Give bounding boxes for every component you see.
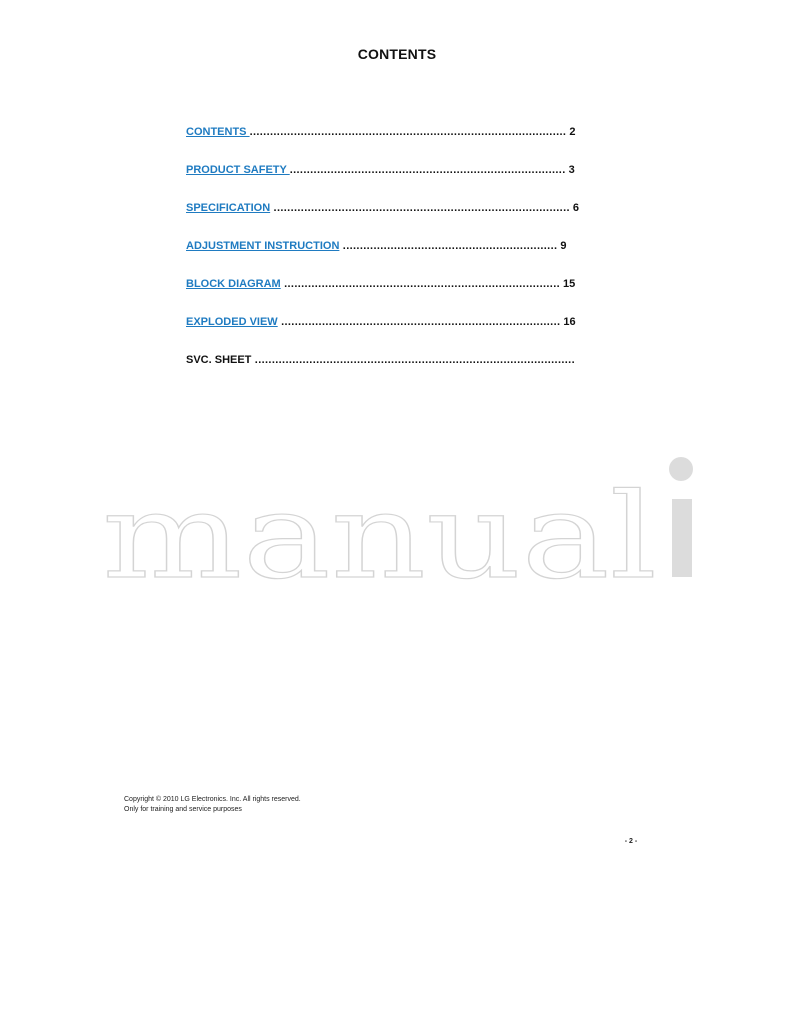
- toc-page-number: 3: [568, 164, 575, 176]
- copyright-notice: [124, 795, 301, 815]
- page-title: CONTENTS: [357, 46, 437, 62]
- toc-leader-dots: ..................................................................................: [277, 316, 561, 328]
- toc-entry-svc-sheet: [186, 352, 578, 368]
- toc-page-number: 9: [560, 240, 567, 252]
- toc-leader-dots: .............................................................................................: [249, 126, 567, 138]
- watermark-i-dot: [669, 457, 693, 481]
- toc-entry-block-diagram[interactable]: [186, 276, 575, 292]
- toc-leader-dots: .................................................................................: [280, 278, 561, 290]
- toc-leader-dots: ...............................................................: [339, 240, 558, 252]
- toc-entry-exploded-view[interactable]: [186, 314, 576, 330]
- toc-entry-adjustment-instruction[interactable]: [186, 238, 567, 254]
- toc-link-block-diagram[interactable]: BLOCK DIAGRAM: [186, 278, 281, 290]
- toc-page-number: 16: [563, 316, 576, 328]
- page-number: - 2 -: [624, 838, 638, 845]
- toc-entry-product-safety[interactable]: [186, 162, 575, 178]
- toc-page-number: 15: [563, 278, 576, 290]
- toc-leader-dots: .................................................................................: [289, 164, 566, 176]
- toc-link-specification[interactable]: SPECIFICATION: [186, 202, 271, 214]
- toc-page-number: 6: [572, 202, 580, 214]
- toc-link-exploded-view[interactable]: EXPLODED VIEW: [186, 316, 278, 328]
- toc-label-svc-sheet: SVC. SHEET: [186, 354, 252, 366]
- toc-link-adjustment-instruction[interactable]: ADJUSTMENT INSTRUCTION: [186, 240, 340, 252]
- manuali-watermark: [100, 455, 700, 585]
- watermark-i-stem: [672, 499, 692, 577]
- toc-entry-specification[interactable]: [186, 200, 579, 216]
- watermark-text: manual: [102, 467, 657, 585]
- toc-link-contents[interactable]: CONTENTS: [186, 126, 250, 138]
- toc-link-product-safety[interactable]: PRODUCT SAFETY: [186, 164, 290, 176]
- toc-page-number: 2: [569, 126, 576, 138]
- toc-leader-dots: .......................................................................................: [270, 202, 570, 214]
- copyright-line: Copyright © 2010 LG Electronics. Inc. All rights reserved.: [124, 796, 301, 803]
- toc-leader-dots: ..............................................................................................: [251, 354, 575, 366]
- purpose-line: Only for training and service purposes: [124, 806, 242, 813]
- toc-entry-contents[interactable]: [186, 124, 575, 140]
